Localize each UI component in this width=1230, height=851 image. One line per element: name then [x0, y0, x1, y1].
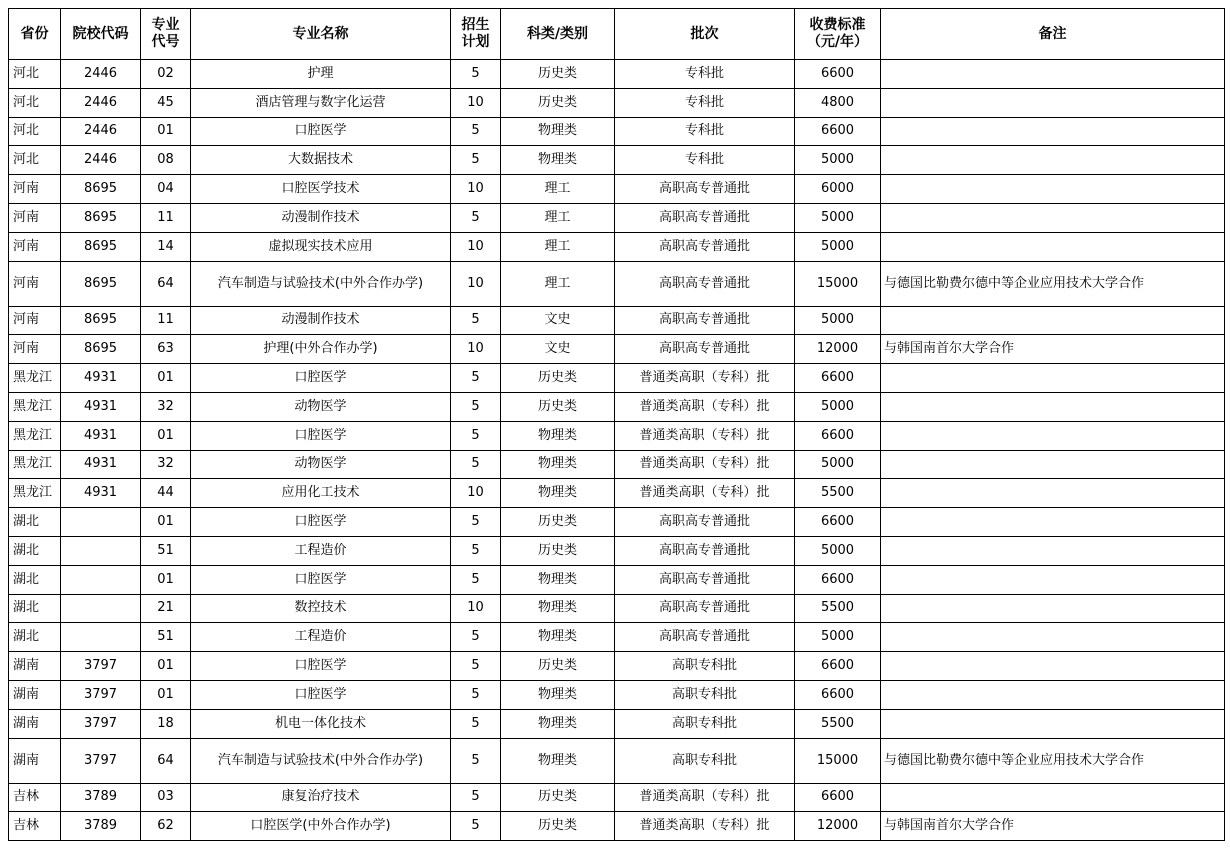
major-code-cell: 32 — [141, 392, 191, 421]
table-row — [9, 623, 1225, 652]
header-plan: 招生 计划 — [451, 9, 501, 60]
province-cell: 河北 — [9, 60, 61, 89]
major-code-cell: 02 — [141, 60, 191, 89]
province-cell: 吉林 — [9, 783, 61, 812]
major-code-cell: 01 — [141, 421, 191, 450]
major-name-cell: 口腔医学 — [191, 364, 451, 393]
batch-cell: 高职专科批 — [615, 709, 795, 738]
major-code-cell: 62 — [141, 812, 191, 841]
header-school-code: 院校代码 — [61, 9, 141, 60]
batch-cell: 普通类高职（专科）批 — [615, 364, 795, 393]
category-cell: 历史类 — [501, 536, 615, 565]
table-row — [9, 88, 1225, 117]
table-row — [9, 203, 1225, 232]
plan-cell: 5 — [451, 623, 501, 652]
category-cell: 理工 — [501, 175, 615, 204]
major-name-cell: 口腔医学 — [191, 508, 451, 537]
batch-cell: 专科批 — [615, 88, 795, 117]
plan-cell: 5 — [451, 652, 501, 681]
table-row — [9, 738, 1225, 783]
table-row — [9, 680, 1225, 709]
major-name-cell: 口腔医学 — [191, 652, 451, 681]
category-cell: 物理类 — [501, 117, 615, 146]
note-cell — [881, 709, 1225, 738]
fee-cell: 6600 — [795, 680, 881, 709]
batch-cell: 普通类高职（专科）批 — [615, 450, 795, 479]
fee-cell: 5000 — [795, 306, 881, 335]
note-cell: 与德国比勒费尔德中等企业应用技术大学合作 — [881, 261, 1225, 306]
major-name-cell: 动漫制作技术 — [191, 306, 451, 335]
major-name-cell: 口腔医学技术 — [191, 175, 451, 204]
note-cell — [881, 203, 1225, 232]
batch-cell: 高职高专普通批 — [615, 508, 795, 537]
plan-cell: 10 — [451, 335, 501, 364]
school-code-cell: 8695 — [61, 306, 141, 335]
fee-cell: 6600 — [795, 565, 881, 594]
major-code-cell: 51 — [141, 536, 191, 565]
batch-cell: 普通类高职（专科）批 — [615, 421, 795, 450]
plan-cell: 10 — [451, 175, 501, 204]
note-cell — [881, 421, 1225, 450]
table-row — [9, 479, 1225, 508]
major-name-cell: 护理 — [191, 60, 451, 89]
note-cell — [881, 680, 1225, 709]
major-code-cell: 45 — [141, 88, 191, 117]
category-cell: 历史类 — [501, 88, 615, 117]
table-body — [9, 60, 1225, 841]
note-cell — [881, 117, 1225, 146]
major-code-cell: 01 — [141, 565, 191, 594]
note-cell: 与德国比勒费尔德中等企业应用技术大学合作 — [881, 738, 1225, 783]
major-code-cell: 64 — [141, 261, 191, 306]
major-code-cell: 01 — [141, 680, 191, 709]
school-code-cell: 4931 — [61, 364, 141, 393]
plan-cell: 5 — [451, 565, 501, 594]
province-cell: 湖南 — [9, 709, 61, 738]
major-name-cell: 数控技术 — [191, 594, 451, 623]
note-cell — [881, 392, 1225, 421]
major-code-cell: 01 — [141, 652, 191, 681]
note-cell — [881, 175, 1225, 204]
major-name-cell: 口腔医学 — [191, 680, 451, 709]
major-name-cell: 口腔医学 — [191, 421, 451, 450]
batch-cell: 高职高专普通批 — [615, 175, 795, 204]
note-cell — [881, 783, 1225, 812]
table-row — [9, 812, 1225, 841]
province-cell: 湖北 — [9, 565, 61, 594]
batch-cell: 高职高专普通批 — [615, 232, 795, 261]
fee-cell: 5000 — [795, 203, 881, 232]
note-cell — [881, 594, 1225, 623]
school-code-cell: 3797 — [61, 738, 141, 783]
category-cell: 历史类 — [501, 783, 615, 812]
note-cell: 与韩国南首尔大学合作 — [881, 335, 1225, 364]
plan-cell: 5 — [451, 392, 501, 421]
fee-cell: 5000 — [795, 392, 881, 421]
fee-cell: 15000 — [795, 738, 881, 783]
school-code-cell: 3797 — [61, 709, 141, 738]
note-cell — [881, 450, 1225, 479]
batch-cell: 高职高专普通批 — [615, 306, 795, 335]
table-row — [9, 392, 1225, 421]
school-code-cell: 3797 — [61, 652, 141, 681]
major-code-cell: 04 — [141, 175, 191, 204]
major-code-cell: 44 — [141, 479, 191, 508]
plan-cell: 5 — [451, 450, 501, 479]
major-code-cell: 08 — [141, 146, 191, 175]
category-cell: 物理类 — [501, 565, 615, 594]
fee-cell: 5000 — [795, 450, 881, 479]
plan-cell: 5 — [451, 812, 501, 841]
province-cell: 河南 — [9, 335, 61, 364]
table-row — [9, 508, 1225, 537]
province-cell: 河北 — [9, 117, 61, 146]
note-cell — [881, 88, 1225, 117]
plan-cell: 5 — [451, 203, 501, 232]
province-cell: 河南 — [9, 175, 61, 204]
fee-cell: 12000 — [795, 335, 881, 364]
batch-cell: 高职专科批 — [615, 652, 795, 681]
category-cell: 理工 — [501, 232, 615, 261]
table-row — [9, 335, 1225, 364]
plan-cell: 5 — [451, 60, 501, 89]
batch-cell: 高职高专普通批 — [615, 261, 795, 306]
category-cell: 物理类 — [501, 146, 615, 175]
enrollment-table — [8, 8, 1225, 841]
school-code-cell: 8695 — [61, 335, 141, 364]
fee-cell: 6600 — [795, 60, 881, 89]
fee-cell: 6000 — [795, 175, 881, 204]
batch-cell: 高职高专普通批 — [615, 565, 795, 594]
province-cell: 河北 — [9, 146, 61, 175]
category-cell: 物理类 — [501, 680, 615, 709]
table-row — [9, 60, 1225, 89]
plan-cell: 10 — [451, 88, 501, 117]
table-row — [9, 306, 1225, 335]
major-name-cell: 汽车制造与试验技术(中外合作办学) — [191, 738, 451, 783]
major-code-cell: 63 — [141, 335, 191, 364]
fee-cell: 5500 — [795, 479, 881, 508]
batch-cell: 高职专科批 — [615, 680, 795, 709]
fee-cell: 15000 — [795, 261, 881, 306]
category-cell: 历史类 — [501, 652, 615, 681]
category-cell: 理工 — [501, 203, 615, 232]
batch-cell: 高职专科批 — [615, 738, 795, 783]
batch-cell: 高职高专普通批 — [615, 536, 795, 565]
note-cell — [881, 60, 1225, 89]
province-cell: 湖北 — [9, 594, 61, 623]
major-name-cell: 动漫制作技术 — [191, 203, 451, 232]
table-row — [9, 594, 1225, 623]
province-cell: 湖南 — [9, 738, 61, 783]
major-name-cell: 动物医学 — [191, 450, 451, 479]
batch-cell: 普通类高职（专科）批 — [615, 812, 795, 841]
major-name-cell: 口腔医学 — [191, 565, 451, 594]
table-row — [9, 364, 1225, 393]
major-name-cell: 大数据技术 — [191, 146, 451, 175]
school-code-cell: 8695 — [61, 175, 141, 204]
major-name-cell: 口腔医学 — [191, 117, 451, 146]
note-cell — [881, 536, 1225, 565]
category-cell: 历史类 — [501, 392, 615, 421]
major-name-cell: 虚拟现实技术应用 — [191, 232, 451, 261]
major-code-cell: 18 — [141, 709, 191, 738]
header-fee: 收费标准 （元/年） — [795, 9, 881, 60]
major-name-cell: 酒店管理与数字化运营 — [191, 88, 451, 117]
province-cell: 河南 — [9, 306, 61, 335]
plan-cell: 5 — [451, 117, 501, 146]
school-code-cell: 4931 — [61, 392, 141, 421]
fee-cell: 6600 — [795, 117, 881, 146]
major-code-cell: 11 — [141, 306, 191, 335]
batch-cell: 高职高专普通批 — [615, 594, 795, 623]
batch-cell: 普通类高职（专科）批 — [615, 479, 795, 508]
fee-cell: 5000 — [795, 536, 881, 565]
school-code-cell — [61, 594, 141, 623]
major-code-cell: 64 — [141, 738, 191, 783]
note-cell — [881, 565, 1225, 594]
school-code-cell: 3789 — [61, 812, 141, 841]
school-code-cell: 3797 — [61, 680, 141, 709]
header-major-code: 专业 代号 — [141, 9, 191, 60]
province-cell: 黑龙江 — [9, 392, 61, 421]
table-row — [9, 146, 1225, 175]
school-code-cell: 2446 — [61, 60, 141, 89]
school-code-cell: 4931 — [61, 450, 141, 479]
school-code-cell: 8695 — [61, 203, 141, 232]
major-name-cell: 康复治疗技术 — [191, 783, 451, 812]
province-cell: 黑龙江 — [9, 450, 61, 479]
fee-cell: 5000 — [795, 232, 881, 261]
fee-cell: 5500 — [795, 594, 881, 623]
school-code-cell: 8695 — [61, 261, 141, 306]
note-cell — [881, 306, 1225, 335]
fee-cell: 6600 — [795, 783, 881, 812]
batch-cell: 专科批 — [615, 117, 795, 146]
major-name-cell: 机电一体化技术 — [191, 709, 451, 738]
plan-cell: 5 — [451, 783, 501, 812]
fee-cell: 4800 — [795, 88, 881, 117]
plan-cell: 10 — [451, 479, 501, 508]
table-row — [9, 565, 1225, 594]
category-cell: 物理类 — [501, 479, 615, 508]
fee-cell: 6600 — [795, 364, 881, 393]
plan-cell: 5 — [451, 709, 501, 738]
header-note: 备注 — [881, 9, 1225, 60]
fee-cell: 5000 — [795, 146, 881, 175]
table-row — [9, 117, 1225, 146]
table-row — [9, 536, 1225, 565]
batch-cell: 高职高专普通批 — [615, 203, 795, 232]
major-code-cell: 01 — [141, 508, 191, 537]
table-row — [9, 421, 1225, 450]
batch-cell: 普通类高职（专科）批 — [615, 392, 795, 421]
plan-cell: 5 — [451, 680, 501, 709]
province-cell: 河南 — [9, 261, 61, 306]
note-cell — [881, 652, 1225, 681]
school-code-cell — [61, 565, 141, 594]
province-cell: 湖北 — [9, 623, 61, 652]
category-cell: 物理类 — [501, 594, 615, 623]
school-code-cell: 4931 — [61, 421, 141, 450]
category-cell: 物理类 — [501, 709, 615, 738]
major-code-cell: 01 — [141, 117, 191, 146]
category-cell: 物理类 — [501, 738, 615, 783]
plan-cell: 10 — [451, 594, 501, 623]
table-row — [9, 261, 1225, 306]
plan-cell: 5 — [451, 421, 501, 450]
category-cell: 物理类 — [501, 421, 615, 450]
plan-cell: 5 — [451, 364, 501, 393]
province-cell: 湖北 — [9, 536, 61, 565]
plan-cell: 5 — [451, 738, 501, 783]
table-row — [9, 175, 1225, 204]
header-major-name: 专业名称 — [191, 9, 451, 60]
note-cell — [881, 623, 1225, 652]
plan-cell: 5 — [451, 536, 501, 565]
fee-cell: 12000 — [795, 812, 881, 841]
category-cell: 历史类 — [501, 812, 615, 841]
table-row — [9, 450, 1225, 479]
province-cell: 黑龙江 — [9, 364, 61, 393]
note-cell — [881, 364, 1225, 393]
batch-cell: 专科批 — [615, 60, 795, 89]
table-row — [9, 783, 1225, 812]
province-cell: 黑龙江 — [9, 479, 61, 508]
category-cell: 历史类 — [501, 364, 615, 393]
major-name-cell: 护理(中外合作办学) — [191, 335, 451, 364]
category-cell: 历史类 — [501, 60, 615, 89]
school-code-cell: 8695 — [61, 232, 141, 261]
school-code-cell: 2446 — [61, 146, 141, 175]
category-cell: 文史 — [501, 306, 615, 335]
plan-cell: 10 — [451, 232, 501, 261]
header-province: 省份 — [9, 9, 61, 60]
batch-cell: 高职高专普通批 — [615, 335, 795, 364]
school-code-cell — [61, 623, 141, 652]
major-code-cell: 21 — [141, 594, 191, 623]
fee-cell: 5000 — [795, 623, 881, 652]
major-code-cell: 03 — [141, 783, 191, 812]
batch-cell: 高职高专普通批 — [615, 623, 795, 652]
major-name-cell: 工程造价 — [191, 536, 451, 565]
fee-cell: 6600 — [795, 508, 881, 537]
plan-cell: 5 — [451, 306, 501, 335]
province-cell: 吉林 — [9, 812, 61, 841]
table-row — [9, 652, 1225, 681]
province-cell: 湖南 — [9, 680, 61, 709]
table-row — [9, 709, 1225, 738]
note-cell — [881, 508, 1225, 537]
plan-cell: 10 — [451, 261, 501, 306]
note-cell — [881, 146, 1225, 175]
major-code-cell: 11 — [141, 203, 191, 232]
fee-cell: 6600 — [795, 421, 881, 450]
fee-cell: 5500 — [795, 709, 881, 738]
category-cell: 历史类 — [501, 508, 615, 537]
header-row — [9, 9, 1225, 60]
note-cell: 与韩国南首尔大学合作 — [881, 812, 1225, 841]
major-code-cell: 14 — [141, 232, 191, 261]
province-cell: 湖北 — [9, 508, 61, 537]
table-row — [9, 232, 1225, 261]
major-name-cell: 口腔医学(中外合作办学) — [191, 812, 451, 841]
category-cell: 物理类 — [501, 450, 615, 479]
school-code-cell: 3789 — [61, 783, 141, 812]
school-code-cell: 2446 — [61, 88, 141, 117]
header-batch: 批次 — [615, 9, 795, 60]
major-name-cell: 动物医学 — [191, 392, 451, 421]
province-cell: 黑龙江 — [9, 421, 61, 450]
category-cell: 文史 — [501, 335, 615, 364]
category-cell: 理工 — [501, 261, 615, 306]
major-name-cell: 工程造价 — [191, 623, 451, 652]
school-code-cell: 2446 — [61, 117, 141, 146]
province-cell: 河南 — [9, 232, 61, 261]
major-code-cell: 01 — [141, 364, 191, 393]
school-code-cell — [61, 536, 141, 565]
note-cell — [881, 232, 1225, 261]
plan-cell: 5 — [451, 146, 501, 175]
category-cell: 物理类 — [501, 623, 615, 652]
province-cell: 河北 — [9, 88, 61, 117]
province-cell: 湖南 — [9, 652, 61, 681]
province-cell: 河南 — [9, 203, 61, 232]
header-category: 科类/类别 — [501, 9, 615, 60]
major-code-cell: 32 — [141, 450, 191, 479]
note-cell — [881, 479, 1225, 508]
school-code-cell — [61, 508, 141, 537]
major-name-cell: 汽车制造与试验技术(中外合作办学) — [191, 261, 451, 306]
fee-cell: 6600 — [795, 652, 881, 681]
batch-cell: 专科批 — [615, 146, 795, 175]
major-code-cell: 51 — [141, 623, 191, 652]
school-code-cell: 4931 — [61, 479, 141, 508]
plan-cell: 5 — [451, 508, 501, 537]
batch-cell: 普通类高职（专科）批 — [615, 783, 795, 812]
major-name-cell: 应用化工技术 — [191, 479, 451, 508]
